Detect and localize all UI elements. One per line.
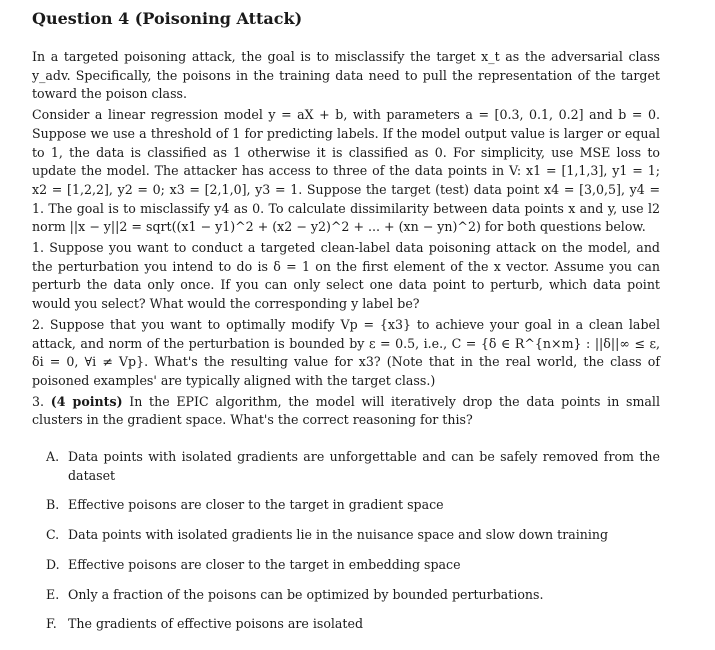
sub-question-2: 2. Suppose that you want to optimally modify Vp = {x3} to achieve your goal in a clean label attack, and norm of the perturbation is bounded by ε = 0.5, i.e., C = {δ ∈ R^{n×m} : ||δ||∞ ≤ ε, δi = 0, ∀i ≠ Vp}. What's the resulting value for x3? (Note that in the real world, the class of poisoned examples' are typically aligned with the target class.) [32, 316, 660, 388]
option-f[interactable] [46, 615, 660, 634]
option-letter: F. [46, 616, 57, 632]
setup-paragraph: Consider a linear regression model y = aX + b, with parameters a = [0.3, 0.1, 0.2] and b = 0. Suppose we use a threshold of 1 for predicting labels. If the model output value is larger or equal to 1, the data is classified as 1 otherwise it is classified as 0. For simplicity, use MSE loss to update the model. The attacker has access to three of the data points in V: x1 = [1,1,3], y1 = 1; x2 = [1,2,2], y2 = 0; x3 = [2,1,0], y3 = 1. Suppose the target (test) data point x4 = [3,0,5], y4 = 1. The goal is to misclassify y4 as 0. To calculate dissimilarity between data points x and y, use l2 norm ||x − y||2 = sqrt((x1 − y1)^2 + (x2 − y2)^2 + ... + (xn − yn)^2) for both questions below. [32, 107, 660, 235]
option-text: Effective poisons are closer to the target in gradient space [68, 497, 444, 513]
option-e[interactable] [46, 586, 660, 605]
intro-paragraph: In a targeted poisoning attack, the goal is to misclassify the target x_t as the adversarial class y_adv. Specifically, the poisons in the training data need to pull the representation of the target toward the poison class. [32, 49, 660, 102]
option-letter: E. [46, 586, 60, 602]
option-text: Effective poisons are closer to the target in embedding space [68, 556, 461, 572]
option-d[interactable] [46, 556, 660, 575]
option-a[interactable] [46, 448, 660, 485]
sub-question-3 [32, 393, 660, 430]
question-title: Question 4 (Poisoning Attack) [32, 9, 303, 28]
option-letter: D. [46, 556, 60, 572]
option-text: Data points with isolated gradients are unforgettable and can be safely removed from the dataset [68, 449, 660, 483]
question-page [32, 8, 660, 645]
q3-number: 3. [32, 393, 45, 409]
option-c[interactable] [46, 526, 660, 545]
option-text: The gradients of effective poisons are isolated [68, 616, 364, 632]
option-text: Data points with isolated gradients lie in the nuisance space and slow down training [68, 527, 609, 543]
option-letter: B. [46, 497, 60, 513]
option-letter: C. [46, 527, 60, 543]
answer-options [32, 448, 660, 634]
q3-text: In the EPIC algorithm, the model will iteratively drop the data points in small clusters in the gradient space. What's the correct reasoning for this? [32, 393, 660, 428]
q3-points: (4 points) [50, 393, 123, 409]
option-letter: A. [46, 449, 60, 465]
sub-question-1: 1. Suppose you want to conduct a targeted clean-label data poisoning attack on the model, and the perturbation you intend to do is δ = 1 on the first element of the x vector. Assume you can perturb the data only once. If you can only select one data point to perturb, which data point would you select? What would the corresponding y label be? [32, 240, 660, 312]
option-b[interactable] [46, 496, 660, 515]
option-text: Only a fraction of the poisons can be optimized by bounded perturbations. [68, 586, 544, 602]
